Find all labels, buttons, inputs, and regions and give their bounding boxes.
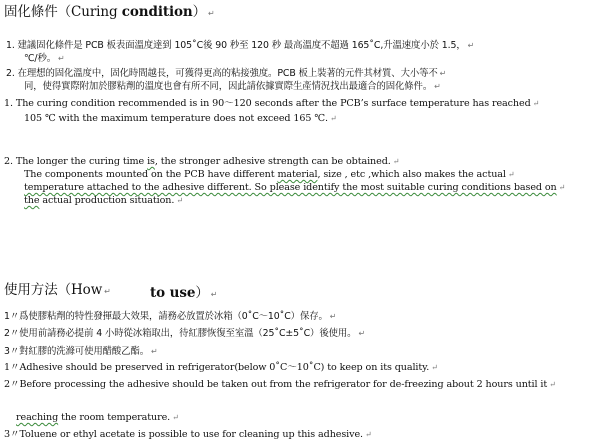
- zh-item-1-line-2: ℃/秒。 ↵: [24, 53, 65, 64]
- zh-item-2-line-2: 同，使得實際附加於膠粘劑的溫度也會有所不同，因此請依據實際生產情況找出最適合的固化條件。 ↵: [24, 81, 441, 92]
- en-item-2-line-4: the actual production situation. ↵: [24, 195, 183, 206]
- zh-use-item-2: 2〃使用前請務必提前 4 小時從冰箱取出，待紅膠恢復至室溫（25˚C±5˚C）後使用。 ↵: [4, 328, 366, 339]
- en-item-2-line-2: The components mounted on the PCB have different material, size , etc ,which also makes the actual ↵: [24, 169, 515, 180]
- en-use-item-1: 1〃Adhesive should be preserved in refrigerator(below 0˚C～10˚C) to keep on its quality. ↵: [4, 362, 438, 373]
- how-to-use-title-continued: to use） ↵: [150, 285, 218, 301]
- zh-item-2-line-1: 2. 在理想的固化溫度中，固化時間越長，可獲得更高的粘接強度。PCB 板上裝著的元件其材質、大小等不 ↵: [6, 68, 447, 79]
- curing-condition-title: 固化條件（Curing condition） ↵: [4, 4, 215, 20]
- zh-use-item-3: 3〃對紅膠的洗滌可使用醋酸乙酯。 ↵: [4, 346, 158, 357]
- zh-use-item-1: 1〃爲使膠粘劑的特性發揮最大效果，請務必放置於冰箱（0˚C～10˚C）保存。 ↵: [4, 311, 337, 322]
- en-item-1-line-2: 105 ℃ with the maximum temperature does not exceed 165 ℃. ↵: [24, 113, 337, 124]
- zh-item-1-line-1: 1. 建議固化條件是 PCB 板表面溫度達到 105˚C後 90 秒至 120 秒 最高溫度不超過 165˚C,升溫速度小於 1.5， ↵: [6, 40, 475, 51]
- en-item-1-line-1: 1. The curing condition recommended is in 90～120 seconds after the PCB’s surface temperature has reached ↵: [4, 98, 540, 109]
- en-item-2-line-1: 2. The longer the curing time is, the stronger adhesive strength can be obtained. ↵: [4, 156, 400, 167]
- en-item-2-line-3: temperature attached to the adhesive different. So please identify the most suitable curing conditions based on ↵: [24, 182, 566, 193]
- en-use-item-2-continued: reaching the room temperature. ↵: [16, 412, 179, 423]
- en-use-item-3: 3〃Toluene or ethyl acetate is possible to use for cleaning up this adhesive. ↵: [4, 429, 372, 440]
- en-use-item-2: 2〃Before processing the adhesive should be taken out from the refrigerator for de-freezing about 2 hours until it ↵: [4, 379, 556, 390]
- how-to-use-title: 使用方法（How ↵: [4, 282, 111, 298]
